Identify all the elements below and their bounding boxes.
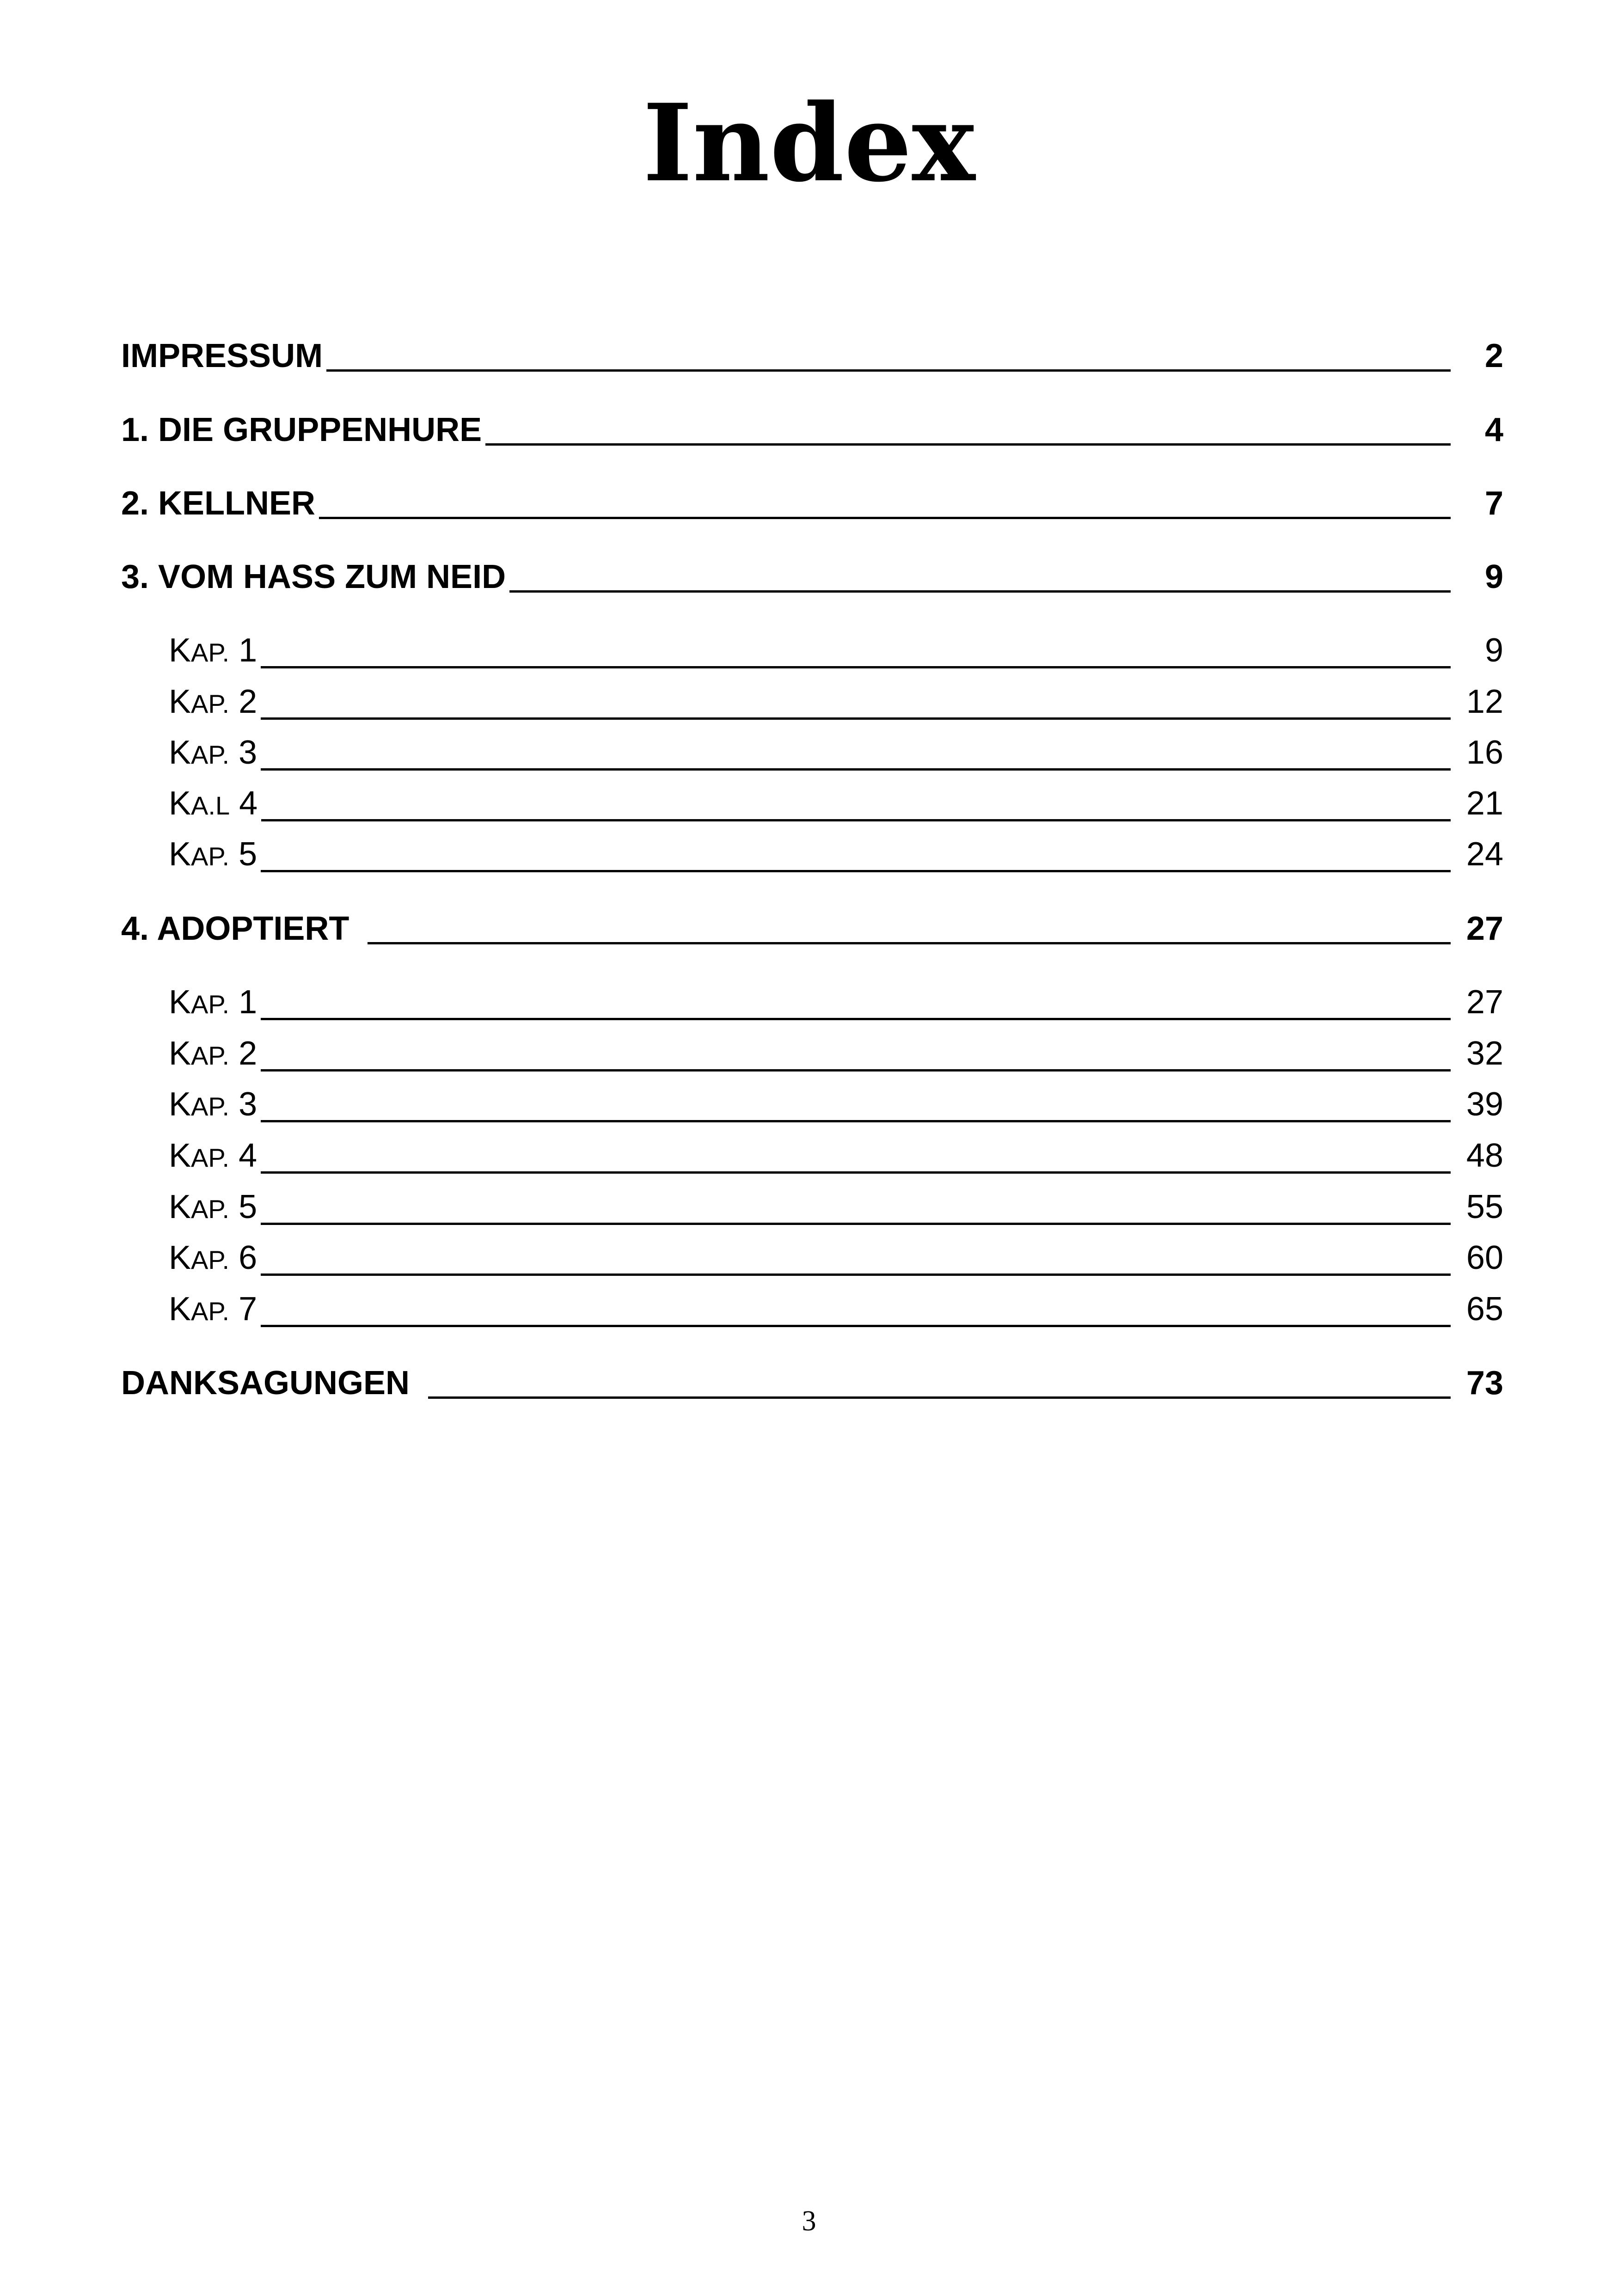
toc-entry[interactable] bbox=[121, 481, 1503, 526]
toc-entry[interactable] bbox=[121, 555, 1503, 599]
toc-entry-page: 7 bbox=[1484, 485, 1503, 522]
toc-subentry-label: KAP. 2 bbox=[169, 1035, 257, 1072]
toc-subentry-page: 24 bbox=[1466, 836, 1503, 873]
toc-leader-line bbox=[261, 1069, 1451, 1071]
toc-subentry-page: 27 bbox=[1466, 984, 1503, 1021]
toc-subentry[interactable] bbox=[169, 781, 1503, 828]
toc-entry[interactable] bbox=[121, 1361, 1503, 1405]
toc-entry[interactable] bbox=[121, 408, 1503, 452]
toc-entry-page: 2 bbox=[1484, 337, 1503, 374]
toc-leader-line bbox=[261, 1171, 1451, 1174]
toc-leader-line bbox=[261, 1274, 1451, 1276]
toc-subentry-page: 55 bbox=[1466, 1188, 1503, 1225]
toc-leader-line bbox=[326, 369, 1451, 372]
toc-subentry[interactable] bbox=[169, 1133, 1503, 1180]
toc-subentry-page: 21 bbox=[1466, 785, 1503, 822]
toc-leader-line bbox=[261, 870, 1451, 872]
toc-subentry[interactable] bbox=[169, 1031, 1503, 1078]
toc-leader-line bbox=[261, 717, 1451, 720]
toc-entry-page: 73 bbox=[1466, 1365, 1503, 1402]
toc-entry-label: DANKSAGUNGEN bbox=[121, 1365, 410, 1402]
toc-leader-line bbox=[261, 1120, 1451, 1122]
toc-entry-page: 27 bbox=[1466, 910, 1503, 947]
toc-leader-line bbox=[319, 517, 1451, 519]
page-title: Index bbox=[643, 81, 975, 206]
toc-subentry-page: 12 bbox=[1466, 683, 1503, 720]
toc-subentry-label: KAP. 3 bbox=[169, 1086, 257, 1123]
toc-subentry-label: KA.L 4 bbox=[169, 785, 258, 822]
toc-subentry-label: KAP. 2 bbox=[169, 683, 257, 720]
toc-subentry[interactable] bbox=[169, 1287, 1503, 1334]
toc-leader-line bbox=[261, 1018, 1451, 1020]
toc-subentry-page: 16 bbox=[1466, 734, 1503, 771]
toc-subentry[interactable] bbox=[169, 628, 1503, 675]
toc-entry-label: IMPRESSUM bbox=[121, 337, 323, 374]
toc-subentry-page: 60 bbox=[1466, 1239, 1503, 1276]
toc-subentry[interactable] bbox=[169, 832, 1503, 879]
toc-subentry-label: KAP. 5 bbox=[169, 1188, 257, 1225]
toc-subentry[interactable] bbox=[169, 1082, 1503, 1129]
toc-subentry-page: 39 bbox=[1466, 1086, 1503, 1123]
toc-leader-line bbox=[368, 942, 1451, 944]
toc-entry-label: 3. VOM HASS ZUM NEID bbox=[121, 558, 506, 595]
toc-subentry[interactable] bbox=[169, 1185, 1503, 1231]
toc-subentry[interactable] bbox=[169, 680, 1503, 726]
toc-entry[interactable] bbox=[121, 906, 1503, 951]
toc-leader-line bbox=[261, 1325, 1451, 1327]
toc-subentry-label: KAP. 5 bbox=[169, 836, 257, 873]
toc-subentry-page: 9 bbox=[1484, 632, 1503, 669]
toc-leader-line bbox=[261, 819, 1451, 821]
toc-subentry-page: 48 bbox=[1466, 1137, 1503, 1174]
toc-leader-line bbox=[261, 768, 1451, 771]
toc-leader-line bbox=[261, 1223, 1451, 1225]
toc-subentry-label: KAP. 7 bbox=[169, 1291, 257, 1328]
toc-subentry[interactable] bbox=[169, 730, 1503, 777]
toc-entry[interactable] bbox=[121, 334, 1503, 378]
toc-leader-line bbox=[428, 1396, 1451, 1399]
toc-subentry-label: KAP. 1 bbox=[169, 984, 257, 1021]
toc-entry-page: 4 bbox=[1484, 411, 1503, 448]
toc-subentry-label: KAP. 4 bbox=[169, 1137, 257, 1174]
toc-entry-label: 1. DIE GRUPPENHURE bbox=[121, 411, 482, 448]
toc-entry-label: 2. KELLNER bbox=[121, 485, 316, 522]
toc-subentry-label: KAP. 1 bbox=[169, 632, 257, 669]
toc-subentry[interactable] bbox=[169, 980, 1503, 1027]
toc-subentry-page: 32 bbox=[1466, 1035, 1503, 1072]
page-number: 3 bbox=[802, 2205, 816, 2237]
toc-subentry-label: KAP. 6 bbox=[169, 1239, 257, 1276]
toc-leader-line bbox=[485, 443, 1451, 446]
toc-leader-line bbox=[509, 590, 1451, 593]
toc-leader-line bbox=[261, 666, 1451, 668]
toc-subentry-page: 65 bbox=[1466, 1291, 1503, 1328]
toc-entry-label: 4. ADOPTIERT bbox=[121, 910, 349, 947]
toc-subentry[interactable] bbox=[169, 1236, 1503, 1282]
toc-subentry-label: KAP. 3 bbox=[169, 734, 257, 771]
toc-entry-page: 9 bbox=[1484, 558, 1503, 595]
